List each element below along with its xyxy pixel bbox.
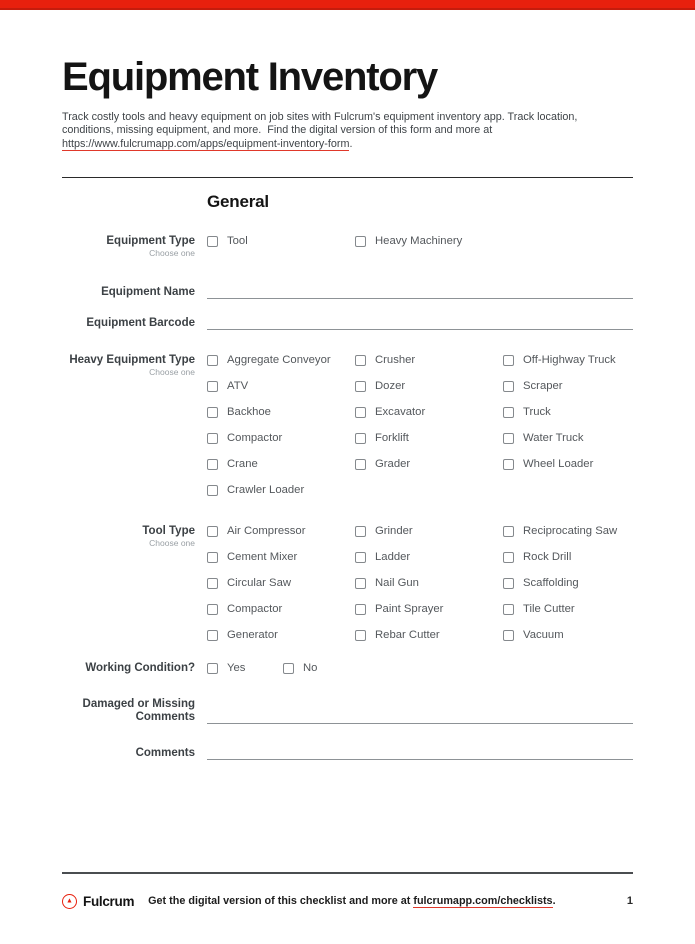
checkbox-option[interactable] xyxy=(503,551,617,577)
checkbox-option[interactable] xyxy=(503,577,617,603)
checkbox[interactable] xyxy=(503,355,514,366)
checkbox-option[interactable] xyxy=(207,380,355,406)
top-accent-bar xyxy=(0,0,695,10)
checkbox[interactable] xyxy=(207,663,218,674)
footer xyxy=(62,891,633,911)
checkbox-option[interactable] xyxy=(355,235,462,261)
field-label-block xyxy=(62,286,195,299)
checkbox[interactable] xyxy=(355,552,366,563)
equipment-barcode-input[interactable] xyxy=(207,316,633,330)
checkbox[interactable] xyxy=(503,433,514,444)
checkbox-label: Cement Mixer xyxy=(227,551,298,564)
checkbox-label: Tile Cutter xyxy=(523,603,575,616)
heavy-equipment-type-options xyxy=(207,354,633,510)
field-label: Tool Type xyxy=(142,525,195,538)
checkbox-option[interactable] xyxy=(355,525,503,551)
checkbox-option[interactable] xyxy=(355,354,503,380)
checkbox-option[interactable] xyxy=(355,551,503,577)
checkbox[interactable] xyxy=(207,355,218,366)
checkbox-label: Rebar Cutter xyxy=(375,629,440,642)
checkbox-label: Scaffolding xyxy=(523,577,579,590)
checkbox-option[interactable] xyxy=(355,603,503,629)
field-damaged-comments xyxy=(62,698,633,724)
checkbox-option[interactable] xyxy=(207,525,355,551)
checkbox[interactable] xyxy=(207,236,218,247)
checkbox-label: Grader xyxy=(375,458,411,471)
checkbox-label: Heavy Machinery xyxy=(375,235,463,248)
checkbox[interactable] xyxy=(355,630,366,641)
checkbox-label: Excavator xyxy=(375,406,426,419)
checkbox-option[interactable] xyxy=(503,629,617,655)
field-label: Comments xyxy=(135,747,195,760)
fulcrum-triangle-icon: ▲ xyxy=(66,897,73,904)
tool-type-options xyxy=(207,525,633,655)
checkbox[interactable] xyxy=(503,526,514,537)
description-suffix: . xyxy=(349,137,353,150)
checkbox[interactable] xyxy=(355,407,366,418)
checkbox-option[interactable] xyxy=(355,458,503,484)
checkbox-label: Yes xyxy=(227,662,246,675)
checkbox[interactable] xyxy=(355,433,366,444)
equipment-type-options xyxy=(207,235,633,261)
checkbox-option[interactable] xyxy=(503,354,616,380)
checkbox-label: Compactor xyxy=(227,603,283,616)
checkbox-label: Circular Saw xyxy=(227,577,292,590)
field-label: Equipment Barcode xyxy=(86,317,195,330)
field-label-block xyxy=(62,235,195,259)
field-label-block xyxy=(62,698,195,724)
checkbox-option[interactable] xyxy=(503,406,616,432)
checkbox-option[interactable] xyxy=(355,380,503,406)
checkbox-option[interactable] xyxy=(355,577,503,603)
form-url-link[interactable]: https://www.fulcrumapp.com/apps/equipment-inventory-form xyxy=(62,137,350,150)
footer-text-suffix: . xyxy=(552,895,556,907)
checkbox-label: Compactor xyxy=(227,432,283,445)
checkbox-label: Wheel Loader xyxy=(523,458,594,471)
checkbox-label: Truck xyxy=(523,406,551,419)
checkbox-label: Paint Sprayer xyxy=(375,603,444,616)
checkbox-option[interactable] xyxy=(503,458,616,484)
page-title: Equipment Inventory xyxy=(62,55,438,99)
field-hint: Choose one xyxy=(149,248,195,259)
field-tool-type xyxy=(62,525,633,655)
checkbox[interactable] xyxy=(503,552,514,563)
field-label: Equipment Type xyxy=(106,235,195,248)
checkbox[interactable] xyxy=(207,381,218,392)
checkbox-option[interactable] xyxy=(207,551,355,577)
checkbox-option[interactable] xyxy=(355,629,503,655)
field-heavy-equipment-type xyxy=(62,354,633,510)
field-equipment-type xyxy=(62,235,633,261)
checkbox[interactable] xyxy=(355,459,366,470)
field-label: Equipment Name xyxy=(101,286,195,299)
checkbox-option[interactable] xyxy=(355,432,503,458)
checkbox-label: Dozer xyxy=(375,380,406,393)
checkbox-option[interactable] xyxy=(503,432,616,458)
field-equipment-name xyxy=(62,285,633,299)
field-label: Working Condition? xyxy=(85,662,195,675)
field-label-block xyxy=(62,525,195,549)
checkbox-label: Forklift xyxy=(375,432,409,445)
form-page xyxy=(0,56,695,944)
checkbox[interactable] xyxy=(355,236,366,247)
fulcrum-brand: Fulcrum xyxy=(83,893,135,909)
checkbox[interactable] xyxy=(207,526,218,537)
checkbox[interactable] xyxy=(355,578,366,589)
checkbox-label: Air Compressor xyxy=(227,525,306,538)
field-working-condition xyxy=(62,662,633,688)
checkbox-label: Reciprocating Saw xyxy=(523,525,618,538)
checkbox[interactable] xyxy=(503,407,514,418)
checkbox[interactable] xyxy=(207,459,218,470)
checkbox-option[interactable] xyxy=(207,629,355,655)
checkbox-label: Crusher xyxy=(375,354,416,367)
checkbox-label: Crane xyxy=(227,458,258,471)
section-title: General xyxy=(207,192,269,212)
checkbox[interactable] xyxy=(207,630,218,641)
checkbox-option[interactable] xyxy=(283,662,359,688)
checkbox-option[interactable] xyxy=(207,458,355,484)
field-label-block xyxy=(62,317,195,330)
checkbox-option[interactable] xyxy=(503,380,616,406)
field-label: Heavy Equipment Type xyxy=(69,354,195,367)
checkbox[interactable] xyxy=(207,604,218,615)
checkbox[interactable] xyxy=(207,578,218,589)
checkbox[interactable] xyxy=(207,433,218,444)
checkbox[interactable] xyxy=(355,355,366,366)
checkbox-option[interactable] xyxy=(207,354,355,380)
damaged-comments-input[interactable] xyxy=(207,710,633,724)
footer-text xyxy=(148,895,555,907)
checkbox[interactable] xyxy=(503,381,514,392)
comments-input[interactable] xyxy=(207,746,633,760)
footer-divider xyxy=(62,872,633,874)
equipment-name-input[interactable] xyxy=(207,285,633,299)
checkbox[interactable] xyxy=(503,604,514,615)
checkbox[interactable] xyxy=(207,552,218,563)
checkbox-label: Generator xyxy=(227,629,278,642)
checklists-link[interactable]: fulcrumapp.com/checklists xyxy=(413,895,553,907)
checkbox-label: Water Truck xyxy=(523,432,584,445)
checkbox-label: Crawler Loader xyxy=(227,484,305,497)
field-label: Damaged or Missing Comments xyxy=(82,698,195,724)
checkbox[interactable] xyxy=(207,485,218,496)
checkbox-option[interactable] xyxy=(207,603,355,629)
field-hint: Choose one xyxy=(149,538,195,549)
checkbox[interactable] xyxy=(283,663,294,674)
checkbox-label: Vacuum xyxy=(523,629,564,642)
field-equipment-barcode xyxy=(62,316,633,330)
checkbox-option[interactable] xyxy=(207,484,355,510)
checkbox-label: Tool xyxy=(227,235,248,248)
footer-text-before-link: Get the digital version of this checklist and more at xyxy=(148,895,414,907)
checkbox[interactable] xyxy=(355,604,366,615)
checkbox[interactable] xyxy=(503,578,514,589)
checkbox-label: Aggregate Conveyor xyxy=(227,354,331,367)
checkbox-option[interactable] xyxy=(207,235,355,261)
checkbox-option[interactable] xyxy=(503,603,617,629)
checkbox-label: Rock Drill xyxy=(523,551,572,564)
checkbox-label: ATV xyxy=(227,380,249,393)
checkbox-option[interactable] xyxy=(503,525,617,551)
checkbox-option[interactable] xyxy=(207,662,283,688)
checkbox-label: Nail Gun xyxy=(375,577,419,590)
field-comments xyxy=(62,746,633,760)
working-condition-options xyxy=(207,662,633,688)
section-divider xyxy=(62,177,633,178)
checkbox[interactable] xyxy=(503,630,514,641)
checkbox[interactable] xyxy=(503,459,514,470)
checkbox[interactable] xyxy=(355,381,366,392)
description-text: Track costly tools and heavy equipment on job sites with Fulcrum's equipment inventory app. Track location, conditions, missing equipment, and more. Find the digital version of this form and more at xyxy=(62,111,581,137)
checkbox-option[interactable] xyxy=(207,406,355,432)
checkbox-label: Backhoe xyxy=(227,406,271,419)
checkbox-label: Off-Highway Truck xyxy=(523,354,616,367)
checkbox-option[interactable] xyxy=(207,577,355,603)
field-label-block xyxy=(62,747,195,760)
fulcrum-logo-icon xyxy=(62,894,77,909)
checkbox-label: Scraper xyxy=(523,380,563,393)
checkbox-label: No xyxy=(303,662,318,675)
field-label-block xyxy=(62,354,195,378)
checkbox-option[interactable] xyxy=(355,406,503,432)
checkbox-option[interactable] xyxy=(207,432,355,458)
page-number: 1 xyxy=(626,895,633,907)
checkbox[interactable] xyxy=(355,526,366,537)
field-hint: Choose one xyxy=(149,367,195,378)
checkbox-label: Grinder xyxy=(375,525,413,538)
checkbox-label: Ladder xyxy=(375,551,411,564)
field-label-block xyxy=(62,662,195,675)
description xyxy=(62,111,615,151)
checkbox[interactable] xyxy=(207,407,218,418)
